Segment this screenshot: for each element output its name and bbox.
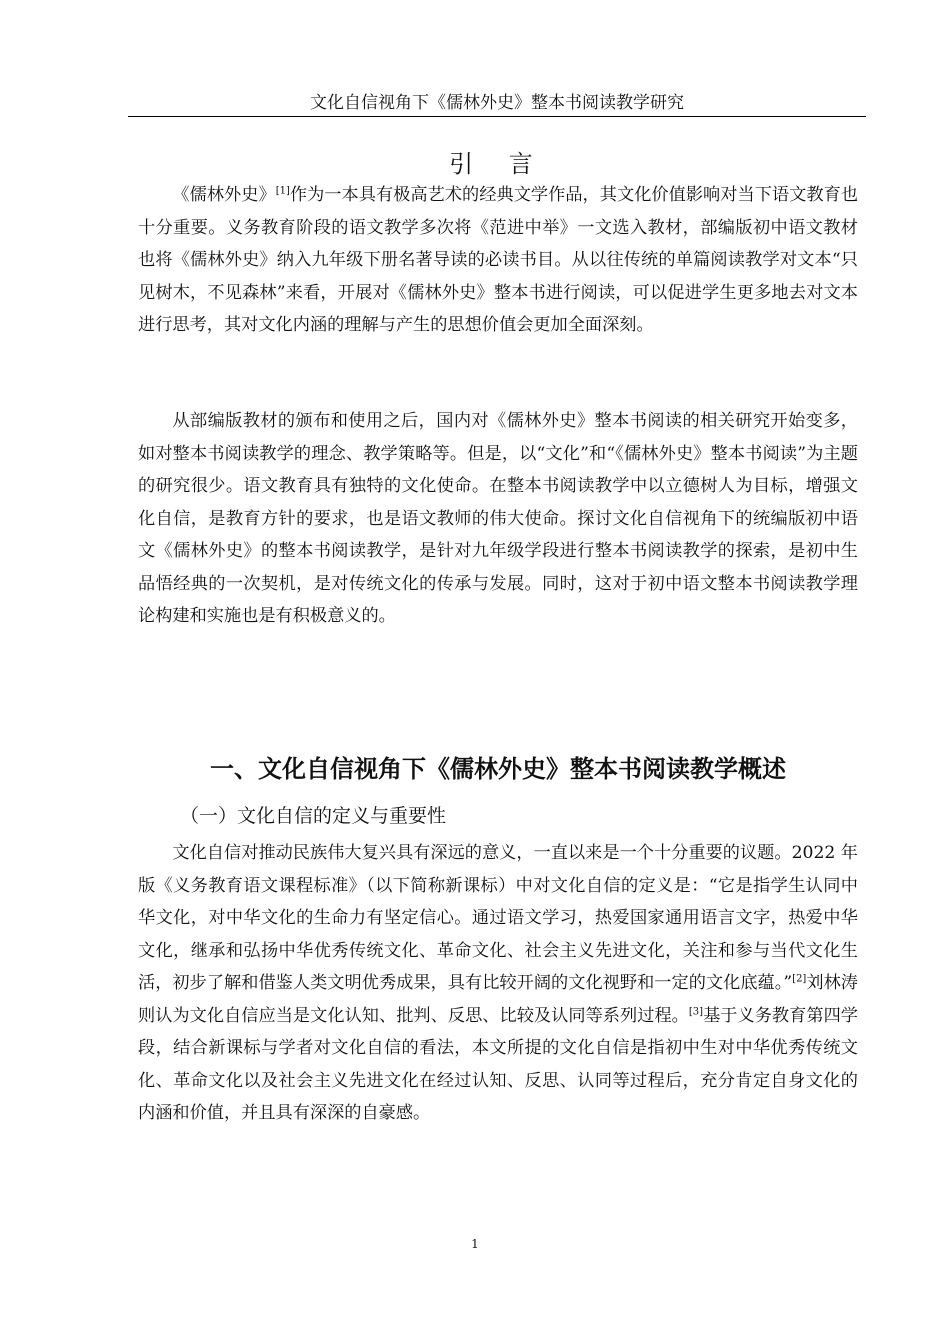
- subsection-heading: （一）文化自信的定义与重要性: [180, 805, 447, 827]
- paragraph-text: 从部编版教材的颁布和使用之后，国内对《儒林外史》整本书阅读的相关研究开始变多，如对整本书阅读教学的理念、教学策略等。但是，以“文化”和“《儒林外史》整本书阅读”为主题的研究很少。语文教育具有独特的文化使命。在整本书阅读教学中以立德树人为目标，增强文化自信，是教育方针的要求，也是语文教师的伟大使命。探讨文化自信视角下的统编版初中语文《儒林外史》的整本书阅读教学，是针对九年级学段进行整本书阅读教学的探索，是初中生品悟经典的一次契机，是对传统文化的传承与发展。同时，这对于初中语文整本书阅读教学理论构建和实施也是有积极意义的。: [138, 411, 858, 626]
- paragraph-text: 刘林涛则认为文化自信应当是文化认知、批判、反思、比较及认同等系列过程。: [138, 973, 858, 1026]
- paragraph-text: 《儒林外史》: [172, 185, 276, 205]
- intro-title: 引 言: [449, 150, 547, 178]
- section-heading: 一、文化自信视角下《儒林外史》整本书阅读教学概述: [210, 755, 786, 783]
- citation-marker: [3]: [688, 1005, 704, 1017]
- intro-paragraph-1: [138, 179, 858, 342]
- citation-marker: [2]: [792, 973, 807, 985]
- paragraph-text: 作为一本具有极高艺术的经典文学作品，其文化价值影响对当下语文教育也十分重要。义务教育阶段的语文教学多次将《范进中举》一文选入教材，部编版初中语文教材也将《儒林外史》纳入九年级下册名著导读的必读书目。从以往传统的单篇阅读教学对文本“只见树木，不见森林”来看，开展对《儒林外史》整本书进行阅读，可以促进学生更多地去对文本进行思考，其对文化内涵的理解与产生的思想价值会更加全面深刻。: [138, 185, 858, 335]
- section-paragraph-1: [138, 837, 858, 1130]
- header-rule: [128, 116, 866, 117]
- citation-marker: [1]: [275, 185, 290, 197]
- running-header: 文化自信视角下《儒林外史》整本书阅读教学研究: [310, 93, 684, 113]
- intro-paragraph-2: [138, 405, 858, 633]
- paragraph-text: 基于义务教育第四学段，结合新课标与学者对文化自信的看法，本文所提的文化自信是指初中生对中华优秀传统文化、革命文化以及社会主义先进文化在经过认知、反思、认同等过程后，充分肯定自身文化的内涵和价值，并且具有深深的自豪感。: [138, 1005, 858, 1123]
- page-number: 1: [471, 1237, 479, 1251]
- paragraph-text: 文化自信对推动民族伟大复兴具有深远的意义，一直以来是一个十分重要的议题。2022 年版《义务教育语文课程标准》（以下简称新课标）中对文化自信的定义是：“它是指学生认同中华文化，对中华文化的生命力有坚定信心。通过语文学习，热爱国家通用语言文字，热爱中华文化，继承和弘扬中华优秀传统文化、革命文化、社会主义先进文化，关注和参与当代文化生活，初步了解和借鉴人类文明优秀成果，具有比较开阔的文化视野和一定的文化底蕴。”: [138, 843, 858, 993]
